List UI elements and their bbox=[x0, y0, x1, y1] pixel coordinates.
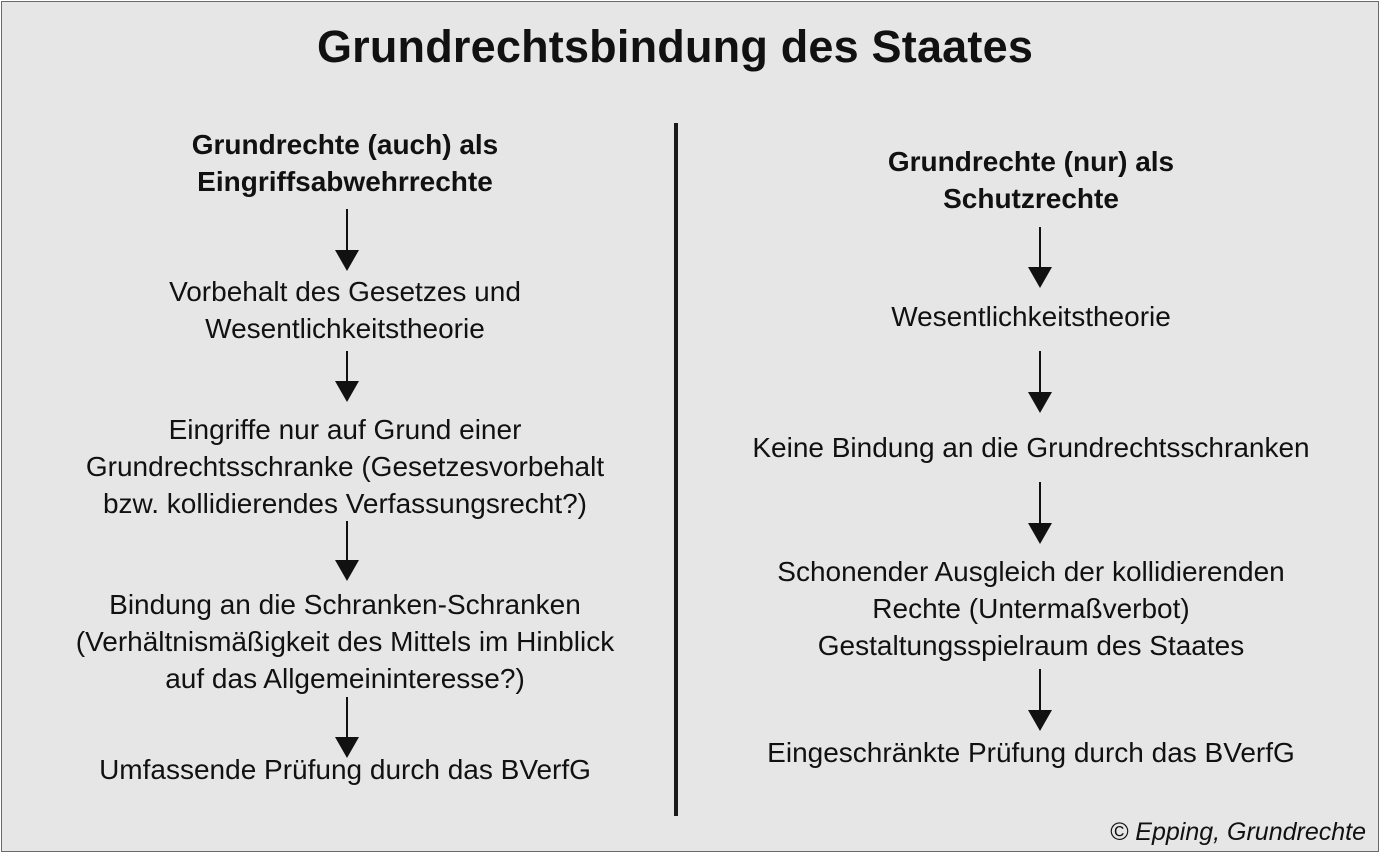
right-arrow-2 bbox=[1028, 351, 1052, 413]
right-step-3 bbox=[777, 553, 1284, 664]
copyright-note: © Epping, Grundrechte bbox=[1109, 818, 1366, 846]
left-step-3-line-1: Bindung an die Schranken-Schranken bbox=[109, 589, 581, 620]
left-step-3-line-2: (Verhältnismäßigkeit des Mittels im Hinblick bbox=[75, 626, 615, 657]
left-step-2 bbox=[86, 411, 604, 522]
right-step-3-line-2: Rechte (Untermaßverbot) bbox=[872, 593, 1190, 624]
left-arrow-1 bbox=[335, 209, 359, 271]
right-arrow-4 bbox=[1028, 669, 1052, 731]
diagram-frame bbox=[1, 1, 1379, 852]
left-arrow-2 bbox=[335, 351, 359, 402]
left-step-1-line-2: Wesentlichkeitstheorie bbox=[205, 313, 485, 344]
left-heading-line-1: Grundrechte (auch) als bbox=[191, 129, 499, 160]
left-step-1 bbox=[169, 273, 521, 347]
left-step-3-line-3: auf das Allgemeininteresse?) bbox=[165, 663, 525, 694]
left-step-2-line-2: Grundrechtsschranke (Gesetzesvorbehalt bbox=[85, 451, 605, 482]
right-step-1-line-1: Wesentlichkeitstheorie bbox=[891, 301, 1171, 332]
column-divider bbox=[674, 123, 678, 816]
left-heading-line-2: Eingriffsabwehrrechte bbox=[197, 166, 493, 197]
left-step-2-line-3: bzw. kollidierendes Verfassungsrecht?) bbox=[102, 488, 588, 519]
right-heading-line-1: Grundrechte (nur) als bbox=[887, 146, 1175, 177]
left-arrow-3 bbox=[335, 521, 359, 581]
right-heading bbox=[888, 143, 1174, 217]
right-heading-line-2: Schutzrechte bbox=[943, 183, 1119, 214]
right-step-1 bbox=[891, 298, 1171, 335]
left-step-4-line-1: Umfassende Prüfung durch das BVerfG bbox=[99, 754, 591, 785]
left-step-4 bbox=[99, 751, 591, 788]
right-step-3-line-3: Gestaltungsspielraum des Staates bbox=[817, 630, 1245, 661]
left-step-2-line-1: Eingriffe nur auf Grund einer bbox=[168, 414, 522, 445]
right-step-2 bbox=[752, 429, 1309, 466]
right-step-2-line-1: Keine Bindung an die Grundrechtsschranken bbox=[752, 432, 1310, 463]
right-arrow-3 bbox=[1028, 482, 1052, 544]
diagram-title: Grundrechtsbindung des Staates bbox=[316, 21, 1034, 72]
left-heading bbox=[192, 126, 499, 200]
left-arrow-4 bbox=[335, 697, 359, 758]
right-arrow-1 bbox=[1028, 227, 1052, 288]
right-step-3-line-1: Schonender Ausgleich der kollidierenden bbox=[777, 556, 1285, 587]
left-step-3 bbox=[76, 586, 614, 697]
left-step-1-line-1: Vorbehalt des Gesetzes und bbox=[169, 276, 521, 307]
right-step-4 bbox=[767, 734, 1295, 771]
right-step-4-line-1: Eingeschränkte Prüfung durch das BVerfG bbox=[767, 737, 1295, 768]
